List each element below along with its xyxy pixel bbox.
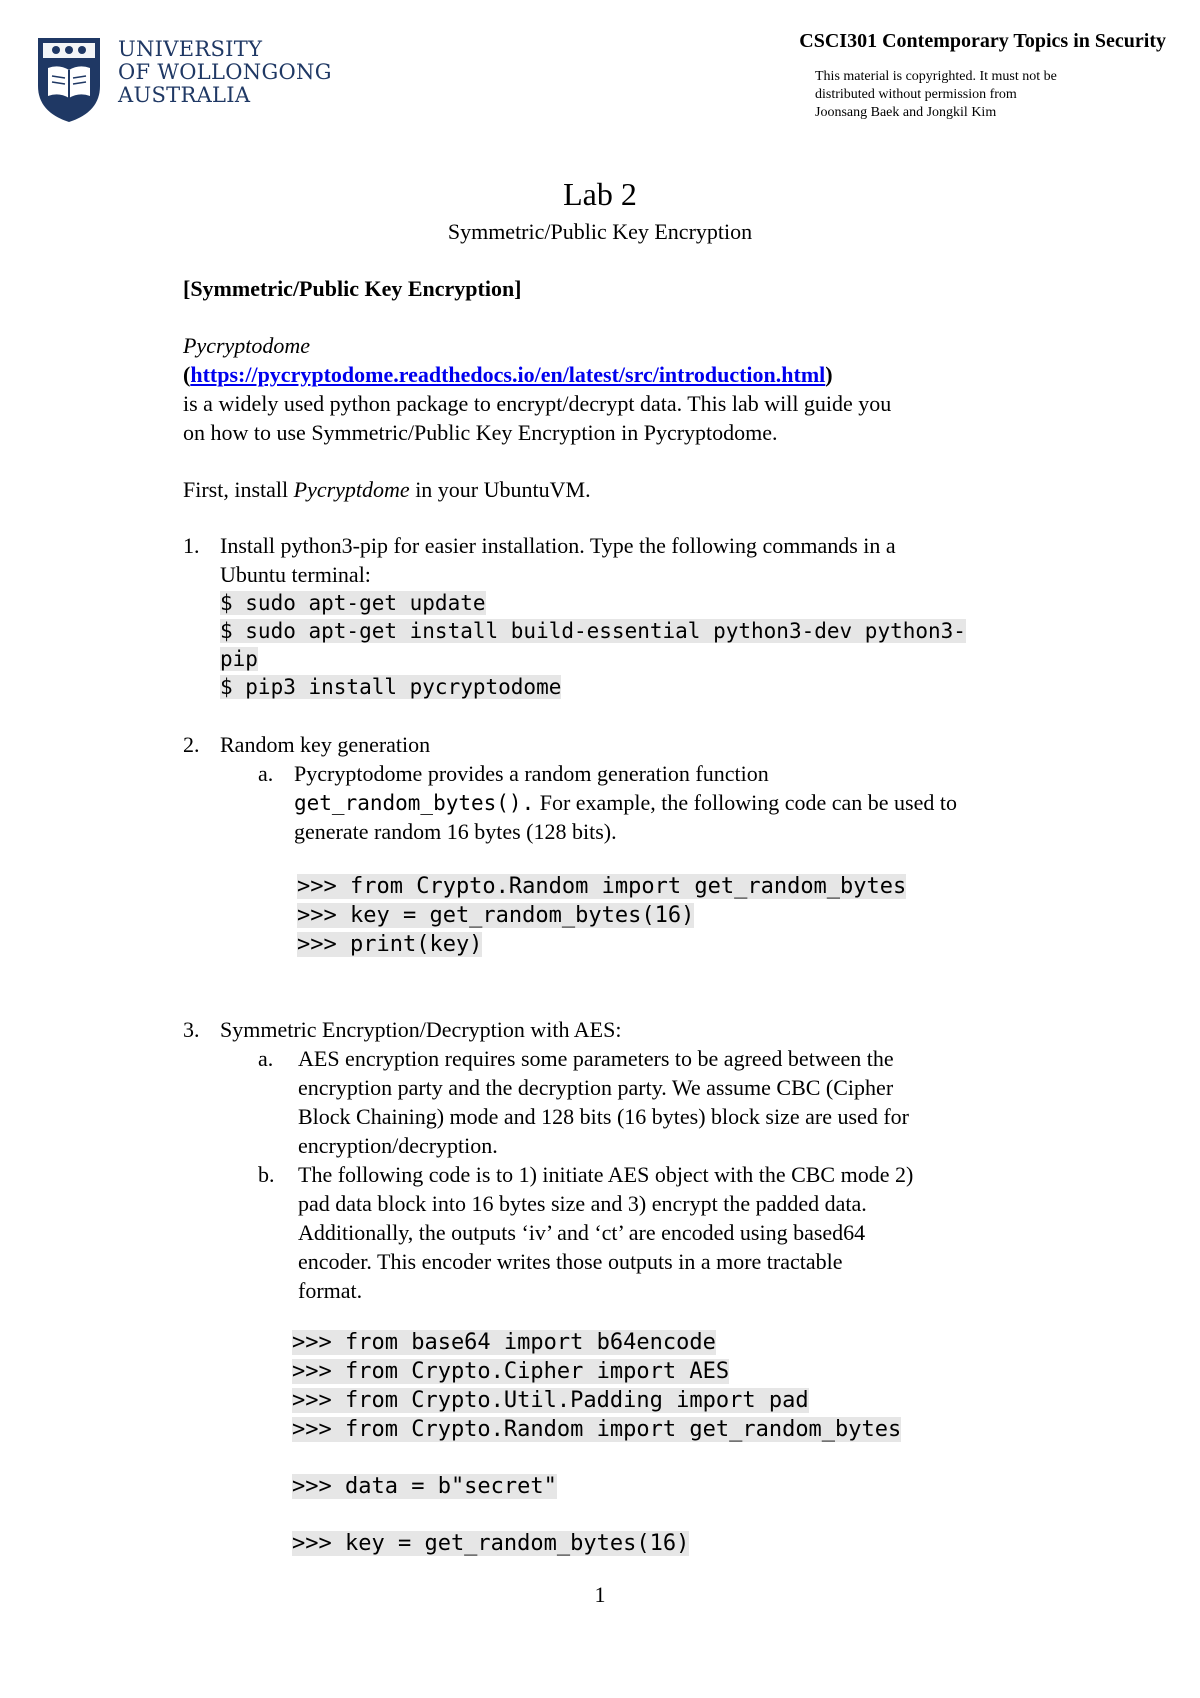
step3-b-label: b. bbox=[258, 1162, 275, 1187]
lab-subtitle: Symmetric/Public Key Encryption bbox=[447, 219, 753, 244]
close-paren: ) bbox=[825, 362, 833, 387]
code-line: >>> key = get_random_bytes(16) bbox=[292, 1531, 690, 1556]
university-logo bbox=[34, 34, 344, 130]
step1-text-line: Install python3-pip for easier installation. Type the following commands in a bbox=[220, 533, 896, 558]
command-line: $ sudo apt-get update bbox=[220, 591, 486, 615]
step3-key-code bbox=[292, 1529, 689, 1558]
university-line: OF WOLLONGONG bbox=[118, 60, 332, 84]
step3-b-line: pad data block into 16 bytes size and 3) encrypt the padded data. bbox=[298, 1191, 867, 1216]
step2-a-line: generate random 16 bytes (128 bits). bbox=[294, 819, 617, 844]
code-line: >>> data = b"secret" bbox=[292, 1474, 557, 1499]
step3-a-line: AES encryption requires some parameters to be agreed between the bbox=[298, 1046, 894, 1071]
copyright-line: Joonsang Baek and Jongkil Kim bbox=[815, 105, 997, 120]
step2-a-line-2 bbox=[294, 788, 1054, 817]
install-suffix: in your UbuntuVM. bbox=[409, 477, 591, 502]
step1-commands bbox=[220, 589, 1040, 701]
code-line: >>> from Crypto.Cipher import AES bbox=[292, 1359, 730, 1384]
step3-a-label: a. bbox=[258, 1046, 274, 1071]
command-line: $ pip3 install pycryptodome bbox=[220, 675, 562, 699]
step3-data-code bbox=[292, 1472, 557, 1501]
step2-a-text: For example, the following code can be used to bbox=[534, 790, 957, 815]
course-title: CSCI301 Contemporary Topics in Security bbox=[799, 30, 1166, 52]
code-line: >>> from Crypto.Random import get_random_bytes bbox=[297, 874, 907, 899]
step3-number: 3. bbox=[183, 1017, 200, 1042]
section-heading: [Symmetric/Public Key Encryption] bbox=[183, 276, 522, 301]
step3-b-block bbox=[298, 1160, 1058, 1305]
step1-number: 1. bbox=[183, 533, 200, 558]
university-crest-icon bbox=[34, 34, 104, 124]
open-paren: ( bbox=[183, 362, 191, 387]
step2-a-line: Pycryptodome provides a random generation function bbox=[294, 761, 769, 786]
step1-block bbox=[220, 531, 1040, 701]
package-name: Pycryptodome bbox=[183, 333, 311, 358]
inline-code: get_random_bytes(). bbox=[294, 791, 535, 815]
command-line: pip bbox=[220, 647, 258, 671]
intro-paragraph bbox=[183, 331, 1023, 447]
step2-a-label: a. bbox=[258, 761, 274, 786]
step3-title: Symmetric Encryption/Decryption with AES: bbox=[220, 1017, 622, 1042]
code-line: >>> from Crypto.Util.Padding import pad bbox=[292, 1388, 809, 1413]
code-line: >>> print(key) bbox=[297, 932, 483, 957]
intro-line: on how to use Symmetric/Public Key Encryption in Pycryptodome. bbox=[183, 420, 778, 445]
code-line: >>> key = get_random_bytes(16) bbox=[297, 903, 695, 928]
step3-a-line: encryption/decryption. bbox=[298, 1133, 498, 1158]
install-instruction bbox=[183, 475, 1023, 504]
step3-b-line: The following code is to 1) initiate AES object with the CBC mode 2) bbox=[298, 1162, 914, 1187]
step1-text-line: Ubuntu terminal: bbox=[220, 562, 371, 587]
copyright-line: This material is copyrighted. It must not be bbox=[815, 69, 1057, 84]
copyright-line: distributed without permission from bbox=[815, 87, 1017, 102]
step2-a-block bbox=[294, 759, 1054, 846]
document-title bbox=[0, 176, 1200, 245]
pycryptodome-doc-link[interactable]: https://pycryptodome.readthedocs.io/en/latest/src/introduction.html bbox=[190, 362, 826, 387]
step3-a-line: encryption party and the decryption party. We assume CBC (Cipher bbox=[298, 1075, 894, 1100]
url-line bbox=[183, 360, 1023, 389]
step2-number: 2. bbox=[183, 732, 200, 757]
step3-a-block bbox=[298, 1044, 1058, 1160]
command-line: $ sudo apt-get install build-essential python3-dev python3- bbox=[220, 619, 966, 643]
step3-b-line: encoder. This encoder writes those outputs in a more tractable bbox=[298, 1249, 843, 1274]
university-line: UNIVERSITY bbox=[118, 37, 263, 61]
step3-a-line: Block Chaining) mode and 128 bits (16 bytes) block size are used for bbox=[298, 1104, 909, 1129]
install-package-name: Pycryptdome bbox=[293, 477, 410, 502]
page-number: 1 bbox=[594, 1582, 606, 1607]
step2-code-block bbox=[297, 872, 906, 959]
intro-line: is a widely used python package to encrypt/decrypt data. This lab will guide you bbox=[183, 391, 892, 416]
step2-title: Random key generation bbox=[220, 732, 431, 757]
step3-b-line: format. bbox=[298, 1278, 363, 1303]
code-line: >>> from Crypto.Random import get_random_bytes bbox=[292, 1417, 902, 1442]
code-line: >>> from base64 import b64encode bbox=[292, 1330, 716, 1355]
lab-title: Lab 2 bbox=[563, 176, 637, 212]
install-prefix: First, install bbox=[183, 477, 294, 502]
university-name bbox=[118, 38, 332, 107]
university-line: AUSTRALIA bbox=[118, 83, 251, 107]
step3-b-line: Additionally, the outputs ‘iv’ and ‘ct’ are encoded using based64 bbox=[298, 1220, 866, 1245]
step3-imports-code bbox=[292, 1328, 901, 1444]
copyright-notice bbox=[815, 68, 1135, 122]
